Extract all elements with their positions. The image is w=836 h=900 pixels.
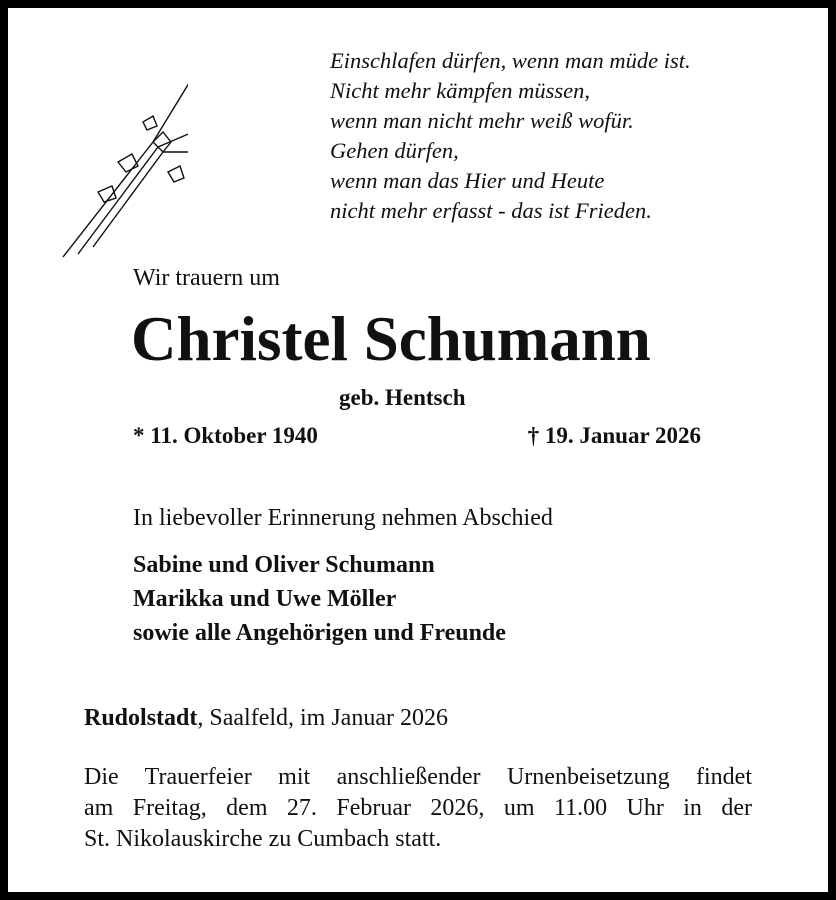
poem-line: Nicht mehr kämpfen müssen, (330, 78, 590, 103)
mourner: Marikka und Uwe Möller (133, 586, 397, 612)
maiden-name: geb. Hentsch (339, 385, 466, 410)
farewell-text: In liebevoller Erinnerung nehmen Abschied (133, 505, 553, 531)
poem-line: nicht mehr erfasst - das ist Frieden. (330, 198, 652, 223)
intro-text: Wir trauern um (133, 265, 280, 291)
poem-line: Gehen dürfen, (330, 138, 459, 163)
deceased-name: Christel Schumann (131, 304, 651, 374)
place-rest: , Saalfeld, im Januar 2026 (197, 705, 448, 731)
mourner: Sabine und Oliver Schumann (133, 552, 435, 578)
ceremony-info (84, 762, 752, 855)
death-date: † 19. Januar 2026 (527, 423, 701, 448)
poem (330, 46, 691, 226)
mourner: sowie alle Angehörigen und Freunde (133, 620, 506, 646)
ceremony-line: St. Nikolauskirche zu Cumbach statt. (84, 826, 442, 852)
birth-date: * 11. Oktober 1940 (133, 423, 318, 448)
roses-illustration-icon (58, 42, 188, 262)
ceremony-line: Die Trauerfeier mit anschließender Urnenbeisetzung findet (84, 764, 752, 790)
poem-line: wenn man nicht mehr weiß wofür. (330, 108, 634, 133)
poem-line: Einschlafen dürfen, wenn man müde ist. (330, 48, 691, 73)
ceremony-line: am Freitag, dem 27. Februar 2026, um 11.00 Uhr in der (84, 795, 752, 821)
place-date (84, 706, 448, 730)
poem-line: wenn man das Hier und Heute (330, 168, 605, 193)
place-bold: Rudolstadt (84, 705, 198, 731)
